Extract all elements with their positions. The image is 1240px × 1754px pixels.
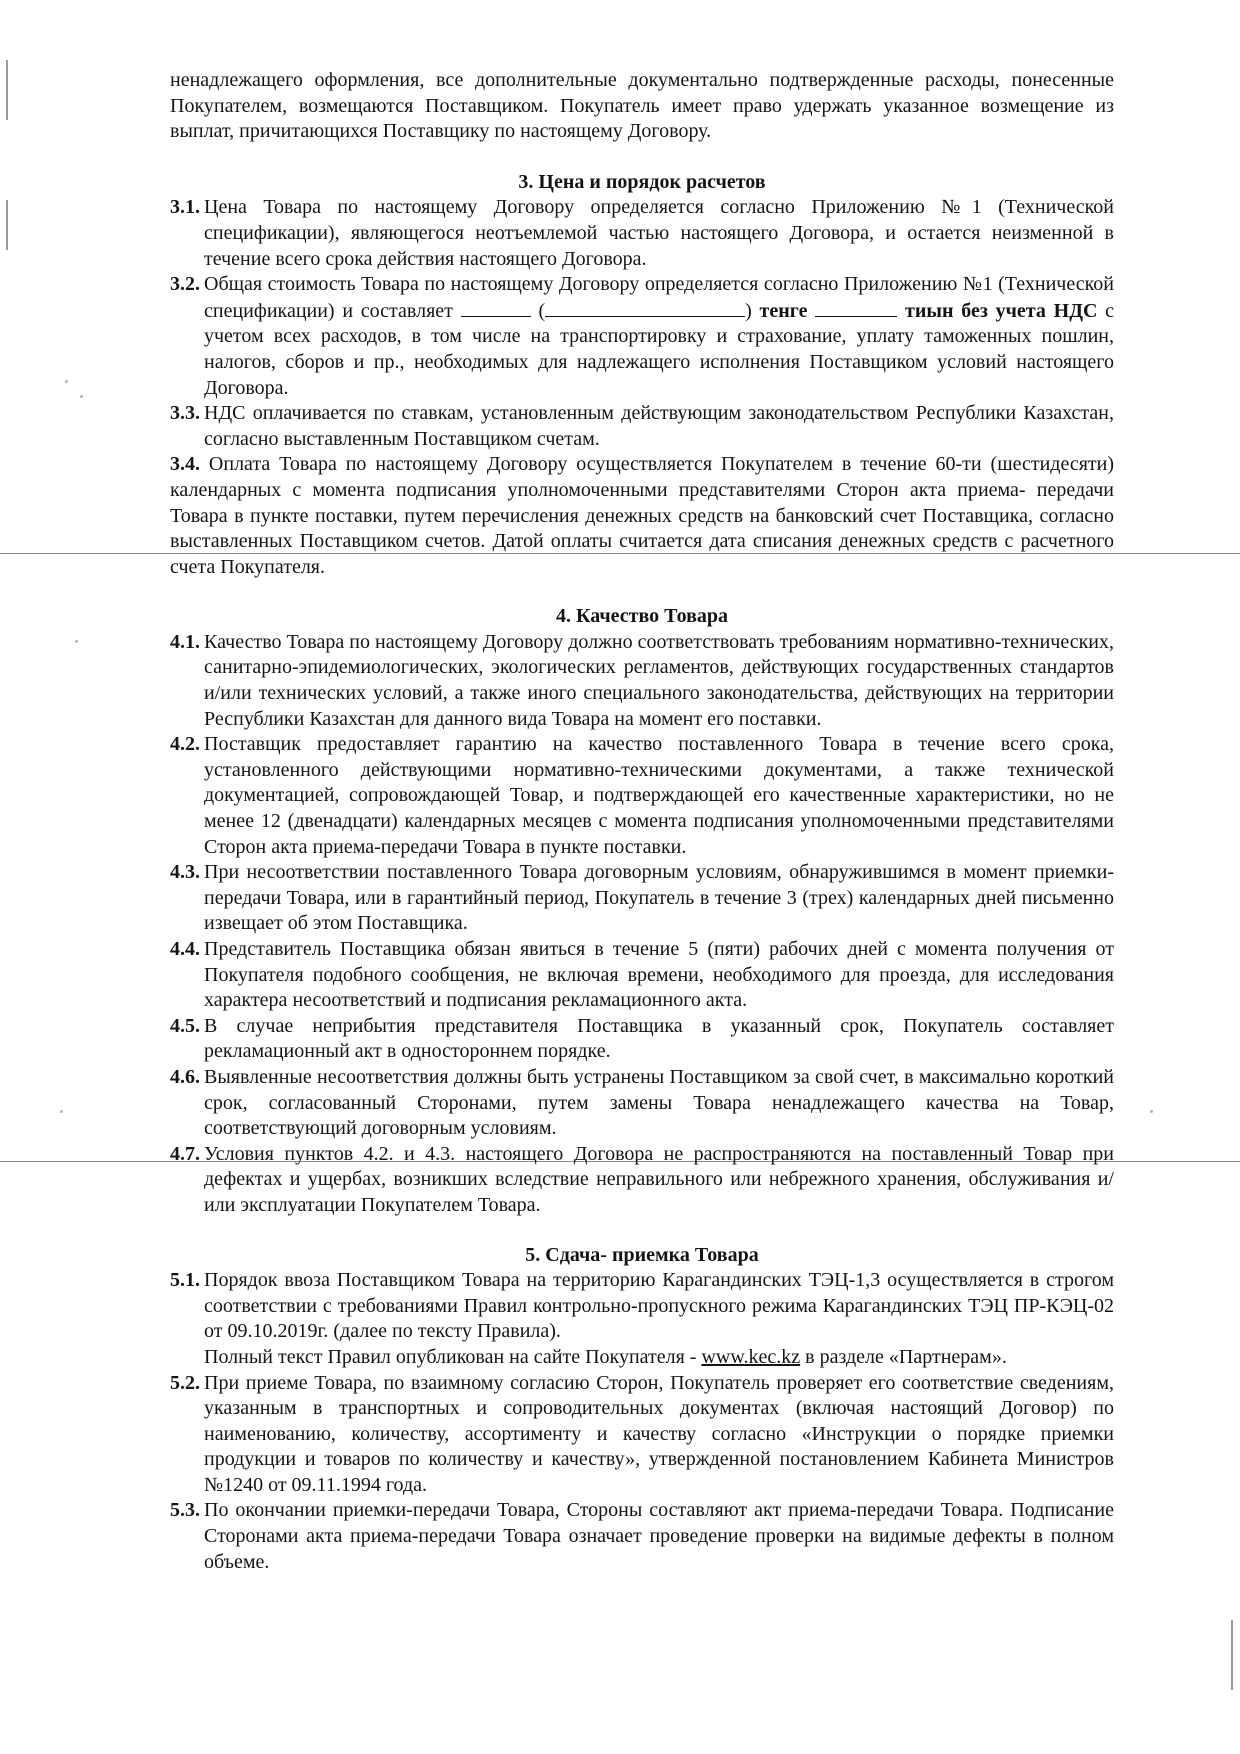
section-5-title: 5. Сдача- приемка Товара [525,1243,759,1266]
paren-open: ( [538,299,546,322]
clause-number: 5.3. [170,1499,200,1522]
clause-text: Представитель Поставщика обязан явиться в течение 5 (пяти) рабочих дней с момента получения от Покупателя подобного сообщения, не включая времени, необходимого для проезда, для исследования характера несоответствий и подписания рекламационного акта. [204,938,1114,1012]
paren-close: ) [745,299,752,322]
clause-text-part: в разделе «Партнерам». [805,1345,1007,1368]
clause-4-6 [170,1065,1114,1142]
clause-text: Выявленные несоответствия должны быть устранены Поставщиком за свой счет, в максимально короткий срок, согласованный Сторонами, путем замены Товара ненадлежащего качества на Товар, соответствующий договорным условиям. [204,1065,1114,1140]
scan-speck [75,640,78,643]
clause-text: По окончании приемки-передачи Товара, Стороны составляют акт приема-передачи Товара. Подписание Сторонами акта приема-передачи Товара означает проведение проверки на видимые дефекты в полном объеме. [204,1499,1114,1573]
clause-3-4 [170,452,1114,580]
clause-text: В случае неприбытия представителя Поставщика в указанный срок, Покупатель составляет рекламационный акт в одностороннем порядке. [204,1014,1114,1063]
clause-number: 5.1. [170,1269,200,1292]
section-4 [170,604,1114,1218]
intro-paragraph: ненадлежащего оформления, все дополнительные документально подтвержденные расходы, понесенные Покупателем, возмещаются Поставщиком. Покупатель имеет право удержать указанное возмещение из выплат, причитающихся Поставщику по настоящему Договору. [170,69,1114,143]
scan-speck [65,380,68,383]
right-margin-mark [1231,1620,1233,1690]
clause-number: 4.3. [170,861,200,884]
clause-4-2 [170,732,1114,860]
clause-text-part: Полный текст Правил опубликован на сайте Покупателя - [204,1345,697,1368]
clause-number: 4.1. [170,630,200,653]
clause-text [204,272,1114,401]
clause-3-2 [170,272,1114,401]
clause-text: Поставщик предоставляет гарантию на качество поставленного Товара в течение всего срока, установленного действующими нормативно-техническими документами, а также технической документацией, сопровождающей Товар, и подтверждающей его качественные характеристики, но не менее 12 (двенадцати) календарных месяцев с момента подписания уполномоченными представителями Сторон акта приема-передачи Товара в пункте поставки. [204,733,1114,858]
clause-4-7 [170,1142,1114,1219]
clause-number: 3.3. [170,402,200,425]
currency-tenge: тенге [759,299,808,322]
clause-number: 3.1. [170,196,200,219]
clause-number: 4.7. [170,1142,200,1165]
clause-number: 3.2. [170,273,200,296]
clause-text-part: с учетом всех расходов, в том числе на транспортировку и страхование, уплату таможенных пошлин, налогов, сборов и пр., необходимых для надлежащего исполнения Поставщиком условий настоящего Договора. [204,299,1115,399]
clause-text: Качество Товара по настоящему Договору должно соответствовать требованиям нормативно-технических, санитарно-эпидемиологических, экологических регламентов, действующих государственных стандартов и/или технических условий, а также иного специального законодательства, действующих на территории Республики Казахстан для данного вида Товара на момент его поставки. [204,630,1114,730]
clause-text-part: Порядок ввоза Поставщиком Товара на территорию Карагандинских ТЭЦ-1,3 осуществляется в строгом соответствии с требованиями Правил контрольно-пропускного режима Карагандинских ТЭЦ ПР-КЭЦ-02 от 09.10.2019г. (далее по тексту Правила). [204,1269,1114,1343]
clause-5-1 [170,1268,1114,1370]
tiyn-without-vat: тиын без учета НДС [905,299,1098,322]
section-3 [170,170,1114,581]
clause-text: Условия пунктов 4.2. и 4.3. настоящего Договора не распространяются на поставленный Товар при дефектах и ущербах, возникших вследствие неправильного или небрежного хранения, обслуживания и/или эксплуатации Покупателем Товара. [204,1142,1114,1216]
clause-number: 4.6. [170,1065,200,1088]
scan-speck [60,1110,63,1113]
amount-blank [461,298,531,317]
tiyn-blank [815,298,897,317]
clause-3-1 [170,195,1114,272]
clause-text: При приеме Товара, по взаимному согласию Сторон, Покупатель проверяет его соответствие сведениям, указанным в транспортных и сопроводительных документах (включая настоящий Договор) по наименованию, количеству, ассортименту и качеству согласно «Инструкции о порядке приемки продукции и товаров по количеству и качеству», утвержденной постановлением Кабинета Министров №1240 от 09.11.1994 года. [204,1371,1114,1496]
clause-4-5 [170,1014,1114,1065]
clause-text: Оплата Товара по настоящему Договору осуществляется Покупателем в течение 60-ти (шестидесяти) календарных с момента подписания уполномоченными представителями Сторон акта приема- передачи Товара в пункте поставки, путем перечисления денежных средств на банковский счет Поставщика, согласно выставленных Поставщиком счетов. Датой оплаты считается дата списания денежных средств с расчетного счета Покупателя. [170,453,1115,578]
clause-text-part: Общая стоимость Товара по настоящему Договору определяется согласно Приложению №1 (Технической спецификации) и составляет [204,273,1114,322]
scan-speck [80,395,83,398]
clause-4-3 [170,860,1114,937]
section-4-title: 4. Качество Товара [555,605,729,628]
website-link[interactable]: www.kec.kz [701,1345,801,1368]
left-margin-mark [6,200,8,250]
clause-3-3 [170,401,1114,452]
clause-number: 3.4. [170,453,200,476]
clause-5-3 [170,1498,1114,1575]
clause-4-1 [170,630,1114,732]
clause-text [204,1268,1114,1370]
clause-5-2 [170,1371,1114,1499]
clause-number: 4.4. [170,938,200,960]
left-margin-mark [6,60,8,120]
clause-text: Цена Товара по настоящему Договору определяется согласно Приложению №1 (Технической спецификации), являющегося неотъемлемой частью настоящего Договора, и остается неизменной в течение всего срока действия настоящего Договора. [204,196,1114,270]
clause-text: При несоответствии поставленного Товара договорным условиям, обнаружившимся в момент приемки-передачи Товара, или в гарантийный период, Покупатель в течение 3 (трех) календарных дней письменно извещает об этом Поставщика. [204,861,1114,935]
clause-4-4 [170,937,1114,1014]
clause-number: 4.5. [170,1014,200,1037]
document-body [170,68,1114,1599]
section-5 [170,1243,1114,1576]
section-3-title: 3. Цена и порядок расчетов [518,170,766,193]
scan-speck [1150,1110,1153,1113]
clause-text: НДС оплачивается по ставкам, установленным действующим законодательством Республики Казахстан, согласно выставленным Поставщиком счетам. [204,402,1114,450]
clause-number: 4.2. [170,733,200,756]
clause-number: 5.2. [170,1371,200,1394]
amount-words-blank [545,298,745,317]
